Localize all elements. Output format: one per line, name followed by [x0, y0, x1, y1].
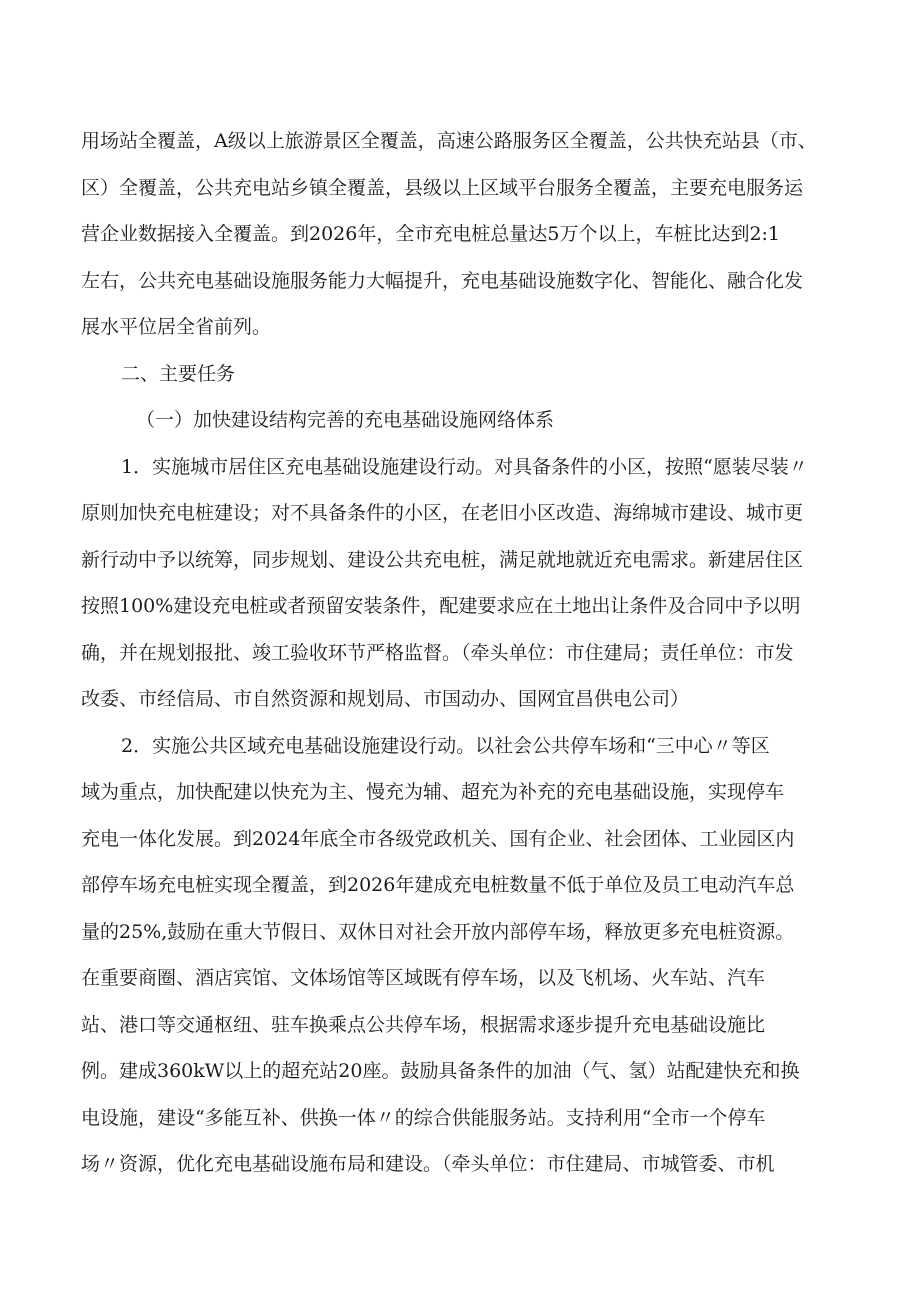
paragraph-line: 1．实施城市居住区充电基础设施建设行动。对具备条件的小区，按照“愿装尽装〃: [121, 456, 808, 478]
paragraph-line: 展水平位居全省前列。: [81, 316, 272, 338]
paragraph-line: 部停车场充电桩实现全覆盖，到2026年建成充电桩数量不低于单位及员工电动汽车总: [81, 874, 795, 896]
paragraph-line: 充电一体化发展。到2024年底全市各级党政机关、国有企业、社会团体、工业园区内: [81, 828, 795, 850]
paragraph-line: 场〃资源，优化充电基础设施布局和建设。（牵头单位：市住建局、市城管委、市机: [81, 1153, 775, 1175]
paragraph-line: 量的25%,鼓励在重大节假日、双休日对社会开放内部停车场，释放更多充电桩资源。: [81, 921, 795, 943]
paragraph-line: 确，并在规划报批、竣工验收环节严格监督。（牵头单位：市住建局；责任单位：市发: [81, 642, 794, 664]
paragraph-line: 例。建成360kW以上的超充站20座。鼓励具备条件的加油（气、氢）站配建快充和换: [81, 1060, 800, 1082]
paragraph-line: 域为重点，加快配建以快充为主、慢充为辅、超充为补充的充电基础设施，实现停车: [81, 781, 785, 803]
section-heading: 二、主要任务: [121, 363, 236, 385]
paragraph-line: 原则加快充电桩建设；对不具备条件的小区，在老旧小区改造、海绵城市建设、城市更: [81, 502, 804, 524]
paragraph-line: 电设施，建设“多能互补、供换一体〃的综合供能服务站。支持利用“全市一个停车: [81, 1107, 766, 1129]
paragraph-line: 用场站全覆盖，A级以上旅游景区全覆盖，高速公路服务区全覆盖，公共快充站县（市、: [81, 130, 817, 152]
paragraph-line: 2．实施公共区域充电基础设施建设行动。以社会公共停车场和“三中心〃等区: [121, 735, 770, 757]
paragraph-line: 在重要商圈、酒店宾馆、文体场馆等区域既有停车场，以及飞机场、火车站、汽车: [81, 967, 766, 989]
paragraph-line: 按照100%建设充电桩或者预留安装条件，配建要求应在土地出让条件及合同中予以明: [81, 595, 801, 617]
paragraph-line: 新行动中予以统筹，同步规划、建设公共充电桩，满足就地就近充电需求。新建居住区: [81, 549, 804, 571]
paragraph-line: 区）全覆盖，公共充电站乡镇全覆盖，县级以上区域平台服务全覆盖，主要充电服务运: [81, 177, 804, 199]
paragraph-line: 营企业数据接入全覆盖。到2026年，全市充电桩总量达5万个以上，车桩比达到2:1: [81, 223, 781, 245]
paragraph-line: 站、港口等交通枢纽、驻车换乘点公共停车场，根据需求逐步提升充电基础设施比: [81, 1014, 766, 1036]
subsection-heading: （一）加快建设结构完善的充电基础设施网络体系: [136, 409, 555, 431]
paragraph-line: 改委、市经信局、市自然资源和规划局、市国动办、国网宜昌供电公司）: [81, 688, 690, 710]
paragraph-line: 左右，公共充电基础设施服务能力大幅提升，充电基础设施数字化、智能化、融合化发: [81, 270, 804, 292]
